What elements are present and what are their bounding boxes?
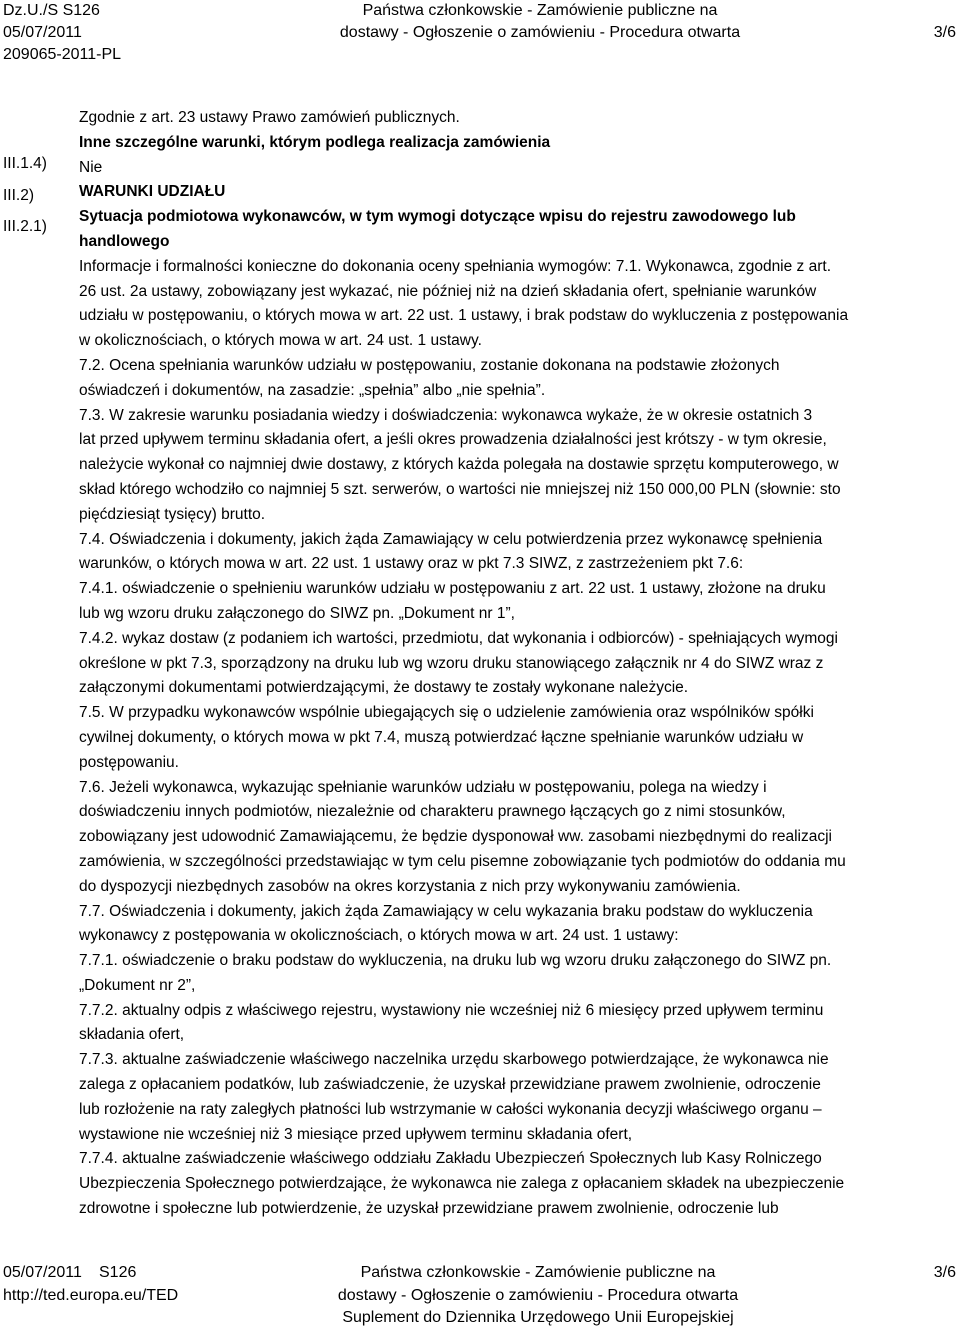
text-line: należycie wykonał co najmniej dwie dostawy, z których każda polegała na dostawie sprzętu komputerowego, w xyxy=(79,456,839,474)
text-line: Informacje i formalności konieczne do dokonania oceny spełniania wymogów: 7.1. Wykonawca, zgodnie z art. xyxy=(79,257,832,275)
text-line: Sytuacja podmiotowa wykonawców, w tym wymogi dotyczące wpisu do rejestru zawodowego lub xyxy=(79,208,796,226)
text-line: 7.4. Oświadczenia i dokumenty, jakich żąda Zamawiający w celu potwierdzenia przez wykonawcę spełnienia xyxy=(79,530,823,548)
header-left xyxy=(3,0,121,66)
notice-number: 209065-2011-PL xyxy=(3,46,122,63)
header-title-line-1: Państwa członkowskie - Zamówienie publiczne na xyxy=(362,2,718,19)
text-line: „Dokument nr 2”, xyxy=(79,976,196,994)
footer-date: 05/07/2011 xyxy=(3,1264,82,1281)
text-line: określone w pkt 7.3, sporządzony na druku lub wg wzoru druku stanowiącego załącznik nr 4 do SIWZ wraz z xyxy=(79,654,824,672)
text-line: 7.4.2. wykaz dostaw (z podaniem ich wartości, przedmiotu, dat wykonania i odbiorców) - spełniających wymogi xyxy=(79,629,838,647)
text-line: lub rozłożenie na raty zaległych płatności lub wstrzymanie w całości wykonania decyzji właściwego organu – xyxy=(79,1100,822,1118)
footer-title-line-1: Państwa członkowskie - Zamówienie publiczne na xyxy=(360,1264,716,1281)
document-body xyxy=(79,106,957,1222)
text-line: skład którego wchodziło co najmniej 5 szt. serwerów, o wartości nie mniejszej niż 150 000,00 PLN (słownie: sto xyxy=(79,480,841,498)
section-number: III.1.4) xyxy=(3,155,47,172)
text-line: 7.3. W zakresie warunku posiadania wiedzy i doświadczenia: wykonawca wykaże, że w okresie ostatnich 3 xyxy=(79,406,813,424)
section-number: III.2.1) xyxy=(3,218,47,235)
text-line: postępowaniu. xyxy=(79,753,179,771)
text-line: WARUNKI UDZIAŁU xyxy=(79,183,226,201)
text-line: 7.7.3. aktualne zaświadczenie właściwego naczelnika urzędu skarbowego potwierdzające, że wykonawca nie xyxy=(79,1051,829,1069)
footer-issue: S126 xyxy=(99,1264,137,1281)
text-line: 26 ust. 2a ustawy, zobowiązany jest wykazać, nie później niż na dzień składania ofert, spełnianie warunków xyxy=(79,282,817,300)
text-line: 7.6. Jeżeli wykonawca, wykazując spełnianie warunków udziału w postępowaniu, polega na wiedzy i xyxy=(79,778,767,796)
text-line: udziału w postępowaniu, o których mowa w art. 22 ust. 1 ustawy, i brak podstaw do wykluczenia z postępowania xyxy=(79,307,849,325)
text-line: 7.2. Ocena spełniania warunków udziału w postępowaniu, zostanie dokonana na podstawie złożonych xyxy=(79,356,780,374)
text-line: 7.7.2. aktualny odpis z właściwego rejestru, wystawiony nie wcześniej niż 6 miesięcy przed upływem terminu xyxy=(79,1001,824,1019)
text-line: 7.7. Oświadczenia i dokumenty, jakich żąda Zamawiający w celu wykazania braku podstaw do wykluczenia xyxy=(79,902,813,920)
header-page-number: 3/6 xyxy=(933,24,956,41)
text-line: doświadczeniu innych podmiotów, niezależnie od charakteru prawnego łączących go z nimi stosunków, xyxy=(79,803,786,821)
text-line: zdrowotne i społeczne lub potwierdzenie, że uzyskał przewidziane prawem zwolnienie, odroczenie lub xyxy=(79,1200,779,1218)
text-line: 7.7.4. aktualne zaświadczenie właściwego oddziału Zakładu Ubezpieczeń Społecznych lub Kasy Rolniczego xyxy=(79,1150,822,1168)
text-line: wystawione nie wcześniej niż 3 miesiące przed upływem terminu składania ofert, xyxy=(79,1125,633,1143)
text-line: handlowego xyxy=(79,232,170,250)
page-footer xyxy=(0,1262,960,1334)
text-line: zalega z opłacaniem podatków, lub zaświadczenie, że uzyskał przewidziane prawem zwolnienie, odroczenie xyxy=(79,1076,821,1094)
text-line: załączonymi dokumentami potwierdzającymi, że dostawy te zostały wykonane należycie. xyxy=(79,679,689,697)
text-line: warunków, o których mowa w art. 22 ust. 1 ustawy oraz w pkt 7.3 SIWZ, z zastrzeżeniem pkt 7.6: xyxy=(79,555,744,573)
footer-left xyxy=(3,1262,178,1307)
header-center xyxy=(320,0,760,44)
text-line: do dyspozycji niezbędnych zasobów na okres korzystania z nich przy wykonywaniu zamówienia. xyxy=(79,877,741,895)
text-line: w okolicznościach, o których mowa w art. 24 ust. 1 ustawy. xyxy=(79,332,482,350)
text-line: zobowiązany jest udowodnić Zamawiającemu, że będzie dysponował ww. zasobami niezbędnymi do realizacji xyxy=(79,828,832,846)
section-numbers xyxy=(3,148,73,243)
publication-date: 05/07/2011 xyxy=(3,24,82,41)
text-line: 7.7.1. oświadczenie o braku podstaw do wykluczenia, na druku lub wg wzoru druku załączonego do SIWZ pn. xyxy=(79,952,832,970)
text-line: Inne szczególne warunki, którym podlega realizacja zamówienia xyxy=(79,133,551,151)
text-line: Zgodnie z art. 23 ustawy Prawo zamówień publicznych. xyxy=(79,109,460,126)
journal-ref: Dz.U./S S126 xyxy=(3,2,100,19)
text-line: wykonawcy z postępowania w okolicznościach, o których mowa w art. 24 ust. 1 ustawy: xyxy=(79,927,679,945)
section-number: III.2) xyxy=(3,186,35,204)
text-line: lub wg wzoru druku załączonego do SIWZ pn. „Dokument nr 1”, xyxy=(79,604,515,622)
text-line: zamówienia, w szczególności przedstawiając w tym celu pisemne zobowiązanie tych podmiotów do oddania mu xyxy=(79,852,846,870)
text-line: 7.4.1. oświadczenie o spełnieniu warunków udziału w postępowaniu z art. 22 ust. 1 ustawy, złożone na druku xyxy=(79,580,826,598)
text-line: Nie xyxy=(79,158,103,176)
footer-title-line-2: dostawy - Ogłoszenie o zamówieniu - Procedura otwarta xyxy=(337,1286,739,1304)
footer-page-number: 3/6 xyxy=(933,1264,956,1281)
footer-center xyxy=(300,1262,776,1330)
text-line: oświadczeń i dokumentów, na zasadzie: „spełnia” albo „nie spełnia”. xyxy=(79,381,546,399)
page-header xyxy=(0,0,960,68)
text-line: Ubezpieczenia Społecznego potwierdzające, że wykonawca nie zalega z opłacaniem składek na ubezpieczenie xyxy=(79,1175,845,1193)
text-line: 7.5. W przypadku wykonawców wspólnie ubiegających się o udzielenie zamówienia oraz wspólników spółki xyxy=(79,704,814,722)
text-line: lat przed upływem terminu składania ofert, a jeśli okres prowadzenia działalności jest krótszy - w tym okresie, xyxy=(79,431,827,449)
footer-supplement: Suplement do Dziennika Urzędowego Unii Europejskiej xyxy=(342,1309,734,1326)
header-title-line-2: dostawy - Ogłoszenie o zamówieniu - Procedura otwarta xyxy=(339,24,741,41)
text-line: składania ofert, xyxy=(79,1026,185,1044)
text-line: cywilnej dokumenty, o których mowa w pkt 7.4, muszą potwierdzać łączne spełnianie warunków udziału w xyxy=(79,728,804,746)
text-line: pięćdziesiąt tysięcy) brutto. xyxy=(79,505,266,523)
footer-url[interactable]: http://ted.europa.eu/TED xyxy=(3,1286,179,1304)
